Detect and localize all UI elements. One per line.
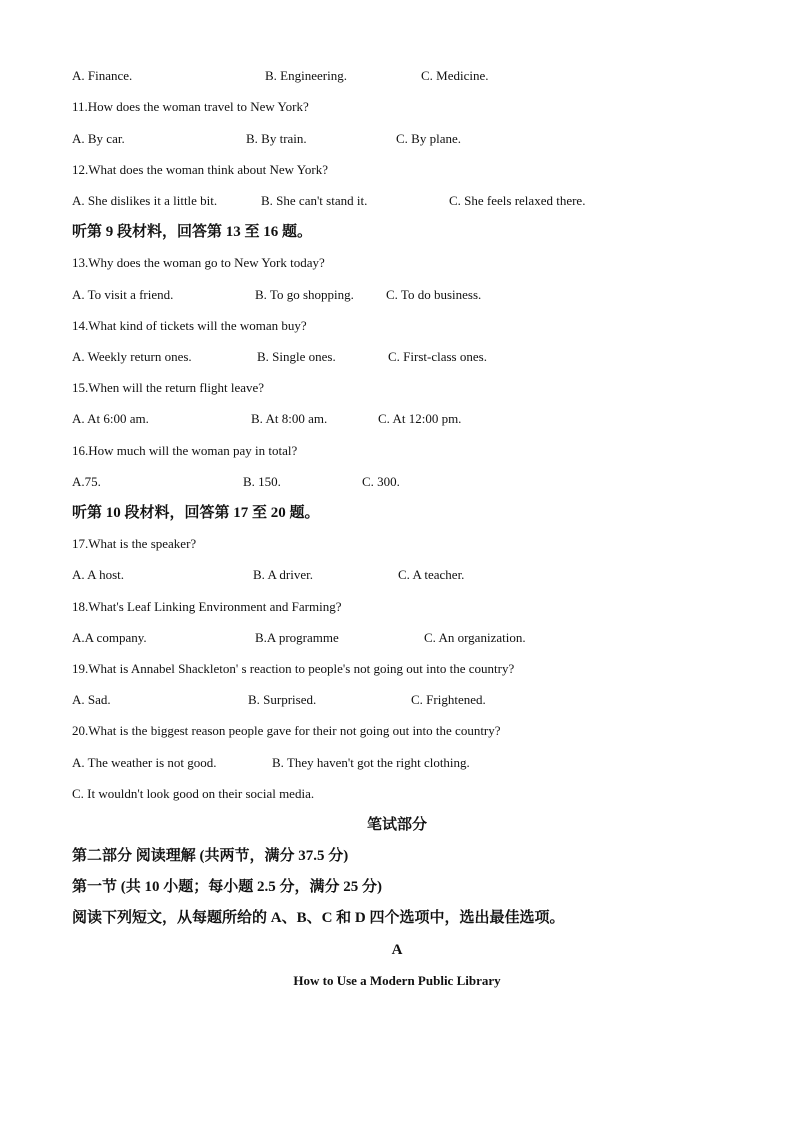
q19-option-b: B. Surprised. bbox=[248, 692, 317, 707]
q13-question: 13.Why does the woman go to New York today? bbox=[72, 255, 325, 270]
q19-option-c: C. Frightened. bbox=[411, 692, 486, 707]
q14-option-b: B. Single ones. bbox=[257, 349, 336, 364]
q20-question: 20.What is the biggest reason people gave for their not going out into the country? bbox=[72, 723, 501, 738]
q16-option-c: C. 300. bbox=[362, 474, 400, 489]
q12-option-a: A. She dislikes it a little bit. bbox=[72, 193, 218, 208]
q17-option-c: C. A teacher. bbox=[398, 567, 465, 582]
section-9-heading: 听第 9 段材料，回答第 13 至 16 题。 bbox=[72, 224, 313, 240]
q12-question: 12.What does the woman think about New York? bbox=[72, 162, 328, 177]
section-10-heading: 听第 10 段材料，回答第 17 至 20 题。 bbox=[72, 505, 320, 521]
q11-option-b: B. By train. bbox=[246, 131, 307, 146]
passage-letter: A bbox=[391, 942, 403, 958]
q11-option-c: C. By plane. bbox=[396, 131, 461, 146]
part-2-title: 第二部分 阅读理解 (共两节，满分 37.5 分) bbox=[72, 848, 349, 864]
reading-instruction: 阅读下列短文，从每题所给的 A、B、C 和 D 四个选项中，选出最佳选项。 bbox=[72, 910, 565, 926]
q15-option-b: B. At 8:00 am. bbox=[251, 411, 328, 426]
written-section-title: 笔试部分 bbox=[366, 817, 427, 833]
q11-option-a: A. By car. bbox=[72, 131, 125, 146]
q17-option-b: B. A driver. bbox=[253, 567, 313, 582]
q20-option-c: C. It wouldn't look good on their social media. bbox=[72, 786, 315, 801]
q10-option-a: A. Finance. bbox=[72, 68, 133, 83]
q17-option-a: A. A host. bbox=[72, 567, 125, 582]
q18-option-b: B.A programme bbox=[255, 630, 339, 645]
q14-option-c: C. First-class ones. bbox=[388, 349, 487, 364]
q14-question: 14.What kind of tickets will the woman buy? bbox=[72, 318, 307, 333]
q12-option-b: B. She can't stand it. bbox=[261, 193, 368, 208]
q20-option-b: B. They haven't got the right clothing. bbox=[272, 755, 470, 770]
q15-option-c: C. At 12:00 pm. bbox=[378, 411, 462, 426]
q12-option-c: C. She feels relaxed there. bbox=[449, 193, 586, 208]
q16-option-b: B. 150. bbox=[243, 474, 281, 489]
q13-option-c: C. To do business. bbox=[386, 287, 482, 302]
q10-option-c: C. Medicine. bbox=[421, 68, 489, 83]
q16-option-a: A.75. bbox=[72, 474, 101, 489]
section-1-title: 第一节 (共 10 小题；每小题 2.5 分，满分 25 分) bbox=[72, 879, 382, 895]
q14-option-a: A. Weekly return ones. bbox=[72, 349, 192, 364]
q18-option-c: C. An organization. bbox=[424, 630, 526, 645]
q17-question: 17.What is the speaker? bbox=[72, 536, 197, 551]
q20-option-a: A. The weather is not good. bbox=[72, 755, 217, 770]
q19-question: 19.What is Annabel Shackleton' s reaction to people's not going out into the country? bbox=[72, 661, 515, 676]
q18-option-a: A.A company. bbox=[72, 630, 147, 645]
q15-question: 15.When will the return flight leave? bbox=[72, 380, 265, 395]
q18-question: 18.What's Leaf Linking Environment and Farming? bbox=[72, 599, 342, 614]
q11-question: 11.How does the woman travel to New York? bbox=[72, 99, 309, 114]
q16-question: 16.How much will the woman pay in total? bbox=[72, 443, 298, 458]
q19-option-a: A. Sad. bbox=[72, 692, 111, 707]
passage-title: How to Use a Modern Public Library bbox=[293, 973, 501, 988]
q13-option-a: A. To visit a friend. bbox=[72, 287, 174, 302]
q13-option-b: B. To go shopping. bbox=[255, 287, 354, 302]
q10-option-b: B. Engineering. bbox=[265, 68, 347, 83]
q15-option-a: A. At 6:00 am. bbox=[72, 411, 149, 426]
